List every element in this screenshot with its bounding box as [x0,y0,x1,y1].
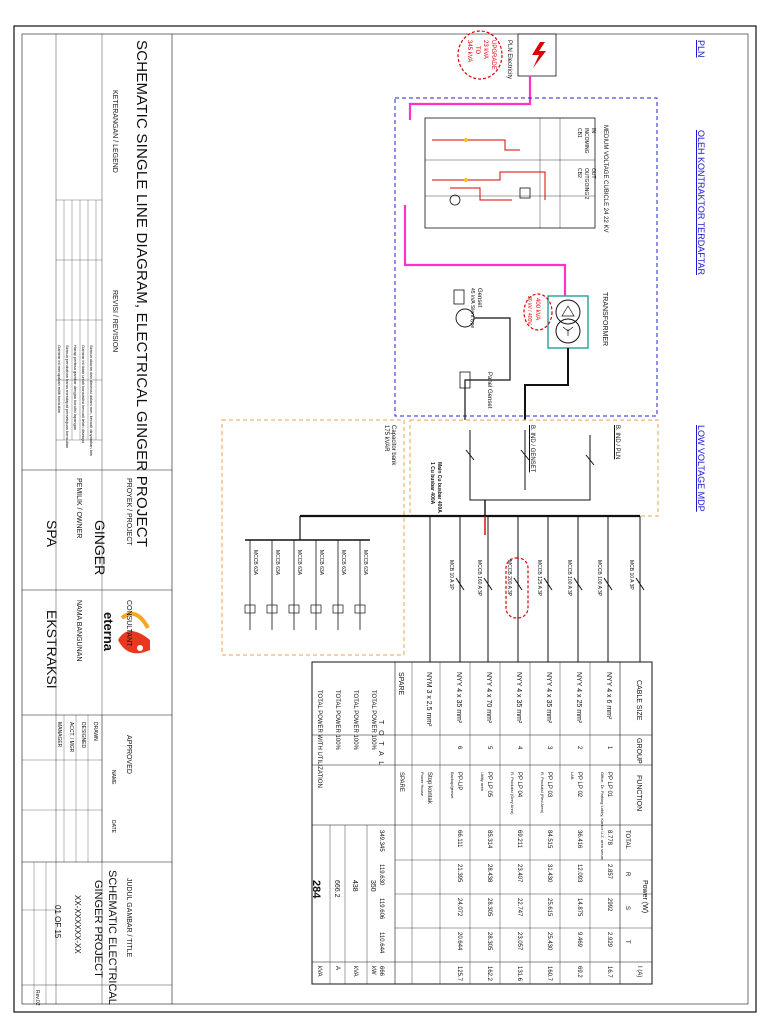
table-cell-function-5: PP LP 05 [486,772,492,798]
summary-unit-3: A [334,966,340,971]
date-col-label: DATE [110,820,116,833]
table-total-i: 666 [378,966,384,977]
manager-label: MANAGER [56,722,62,748]
cubicle-cell-1: IN [590,128,596,133]
table-header-power: Power (W) [641,880,648,914]
table-cell-group-2: 2 [576,746,582,750]
table-total-t: 110.644 [378,932,384,954]
summary-label-1: TOTAL POWER 100% [370,690,376,750]
table-cell-cable-5: NYY 4 x 70 mm² [485,672,492,724]
summary-unit-4: kVA [316,966,322,977]
table-cell-i-6: 125.7 [456,966,462,982]
note-3: Harap periksa gambar dengan kondisi lapangan [73,345,78,431]
pln-feeder-line [410,76,530,120]
consultant-name: eterna [101,612,116,652]
table-cell-t-6: 20.644 [456,932,462,951]
approved-by-label: ACCT. / MGR [68,722,74,753]
sheet-number: 01 OF 15 [53,905,62,939]
table-cell-detail-5: Utility area [480,772,485,791]
oleh-kontraktor-label: OLEH KONTRAKTOR TERDAFTAR [696,130,706,276]
transformer-ratio-label: 20 kV / 400V [526,296,532,325]
panel-genset-label: Panel Genset [486,372,492,409]
table-cell-function-4: PP LP 04 [516,772,522,798]
table-cell-r-3: 31.430 [546,864,552,883]
feeder-breaker-label-5: MCCB 200 A 3P [506,560,512,597]
table-cell-s-2: 14.875 [576,898,582,917]
capacitor-steps [245,540,365,630]
cubicle-cell-4: OUTGOING 2 [583,168,589,200]
title-label: JUDUL GAMBAR / TITLE [125,878,132,958]
table-total-s: 119.606 [378,898,384,920]
table-cell-r-1: 2.857 [606,864,612,880]
genset-label: Genset [476,288,482,308]
table-cell-total-1: 8.778 [606,830,612,846]
project-label: PROYEK / PROJECT [125,478,132,546]
revision-label: REVISI / REVISION [111,290,118,353]
table-cell-detail-7: Power House [420,772,425,797]
table-header-t: T [624,940,630,944]
name-col-label: NAME [110,770,116,785]
summary-value-2: 438 [351,880,358,892]
table-cell-i-2: 69.2 [576,966,582,978]
summary-value-1: 350 [369,880,376,892]
table-cell-group-6: 6 [456,746,462,750]
table-cell-cable-2: NYY 4 x 25 mm² [575,672,582,724]
feeder-breaker-label-3: MCCB 100 A 3P [566,560,572,597]
table-cell-group-4: 4 [516,746,522,750]
summary-label-4: TOTAL POWER WITH UTILIZATION [316,690,322,788]
capacitor-bank-boundary [222,420,404,655]
table-cell-detail-4: R. Produksi (Grey Area) [510,772,515,815]
eterna-logo-icon [118,614,150,654]
feeder-breaker-label-6: MCCB 160 A 3P [476,560,482,597]
table-cell-group-5: 5 [486,746,492,750]
feeder-breaker-label-1: MCB 10 A 3P [628,560,634,590]
table-cell-i-4: 131.6 [516,966,522,982]
capacitor-step-label-3: MCCB 63A [318,550,324,576]
b-ind-pln-label: B. IND / PLN [614,425,620,460]
table-cell-total-5: 85.314 [486,830,492,849]
table-header-r: R [624,872,630,877]
table-cell-total-2: 36.416 [576,830,582,849]
feeder-breaker-label-2: MCCB 100 A 3P [596,560,602,597]
table-total-r: 119.630 [378,864,384,886]
cubicle-cell-6: CB2 [576,168,582,178]
capacitor-bank-label: Capacitor bank [390,425,396,466]
table-cell-cable-8: SPARE [397,672,404,696]
transformer-kva-label: 400 kVA [534,298,540,321]
legend-label: KETERANGAN / LEGEND [111,90,118,173]
capacitor-kvar-label: 175 kVAR [383,425,389,452]
table-header-s: S [624,906,630,911]
transformer-label: TRANSFORMER [601,292,608,347]
drawn-label: DRAWN [92,722,98,741]
table-cell-r-2: 12.093 [576,864,582,883]
capacitor-step-label-5: MCCB 63A [274,550,280,576]
designed-label: DESIGNED [80,722,86,749]
summary-label-3: TOTAL POWER 100% [334,690,340,750]
table-cell-t-2: 9.469 [576,932,582,948]
table-cell-r-5: 28.438 [486,864,492,883]
owner-value: SPA [44,520,60,547]
revision-mark: Rev.02 [34,990,40,1006]
table-cell-function-3: PP LP 03 [546,772,552,798]
low-voltage-mdp-label: LOW VOLTAGE MDP [696,425,706,512]
summary-value-4: 284 [310,880,322,899]
feeder-breaker-label-7: MCB 10 A 1P [448,560,454,590]
table-total-label: T O T A L [377,720,384,768]
mv-cubicle [425,118,595,228]
drawing-title: SCHEMATIC SINGLE LINE DIAGRAM, ELECTRICAL GINGER PROJECT [133,40,150,548]
transformer-box [548,296,588,348]
table-cell-function-7: Stop kontak [426,772,432,804]
neutral-busbar-label: 1 Cu busbar 400A [429,462,435,505]
summary-value-3: 666.2 [333,880,340,898]
table-cell-function-2: PP LP 02 [576,772,582,798]
capacitor-step-label-4: MCCB 63A [296,550,302,576]
table-cell-cable-7: NYM 3 x 2,5 mm² [425,672,432,727]
feeder-breaker-label-4: MCCB 125 A 3P [536,560,542,597]
consultant-label: CONSULTANT [125,600,132,647]
summary-unit-1: kW [370,966,376,975]
table-cell-cable-1: NYY 4 x 6 mm² [605,672,612,720]
pln-electricity-label: PLN Electricity [506,40,512,80]
table-header-current: I (A) [636,966,642,978]
table-header-function: FUNCTION [635,775,642,812]
table-cell-s-1: 2992 [606,898,612,912]
table-cell-i-1: 16.7 [606,966,612,978]
main-busbar-label: Main Cu busbar 400A [436,462,442,513]
table-header-group: GROUP [635,738,642,764]
table-cell-i-3: 160.7 [546,966,552,982]
table-cell-cable-6: NYY 4 x 35 mm² [455,672,462,724]
table-cell-total-4: 69.211 [516,830,522,848]
table-cell-cable-4: NYY 4 x 35 mm² [515,672,522,724]
note-4: Semua perubahan harus mendapat persetujuan konsultan [65,345,70,449]
approved-label: APPROVED [125,735,132,774]
table-cell-total-6: 66.111 [456,830,462,848]
table-total-total: 349.345 [378,830,384,852]
capacitor-step-label-2: MCCB 63A [340,550,346,576]
table-cell-detail-3: R. Produksi (Red Area) [540,772,545,814]
table-header-cable-size: CABLE SIZE [635,680,642,721]
b-ind-genset-label: B. IND / GENSET [529,425,535,473]
pln-label: PLN [696,40,706,58]
building-value: EKSTRAKSI [44,610,60,689]
note-2: Gambar ini tidak untuk konstruksi kecuali telah disetujui [81,345,86,444]
table-header-total: TOTAL [624,830,630,849]
cubicle-cell-3: OUT [590,168,596,179]
table-cell-r-4: 23.407 [516,864,522,883]
project-value: GINGER [92,520,108,576]
table-cell-r-6: 21.395 [456,864,462,883]
cubicle-cell-2: INCOMING [583,128,589,154]
table-cell-detail-6: Backup/genset [450,772,455,799]
note-5: Gambar ini merupakan milik konsultan [57,345,62,414]
table-cell-group-3: 3 [546,746,552,750]
table-cell-s-3: 25.615 [546,898,552,917]
note-1: Semua ukuran dan dimensi dalam mm, kecuali dinyatakan lain [89,345,94,456]
building-label: NAMA BANGUNAN [75,600,82,662]
owner-label: PEMILIK / OWNER [75,478,82,539]
table-cell-cable-3: NYY 4 x 35 mm² [545,672,552,724]
title-line-2: GINGER PROJECT [92,880,104,978]
mv-cubicle-label: MEDIUM VOLTAGE CUBICLE 24 22 KV [602,125,608,233]
table-cell-detail-1: Office, Dr. Parking Lobby, Kantor U.Z. area serum [600,772,605,861]
table-cell-group-1: 1 [606,746,612,750]
drawing-number: XX-XXXXXX-XX [73,895,82,954]
transformer-primary [556,300,580,324]
table-cell-total-3: 84.515 [546,830,552,849]
table-cell-s-4: 22.747 [516,898,522,917]
table-cell-function-1: PP LP 01 [606,772,612,798]
table-cell-t-1: 2.929 [606,932,612,948]
table-cell-function-6: PP-UP [456,772,462,791]
kva-to-word-label: TO [474,46,480,55]
table-cell-detail-2: LAB [570,772,575,780]
kva-from-label: 23 kVA [482,40,488,59]
capacitor-step-label-1: MCCB 63A [362,550,368,576]
table-cell-i-5: 162.2 [486,966,492,982]
title-line-1: SCHEMATIC ELECTRICAL [106,870,118,1005]
table-cell-t-5: 28.305 [486,932,492,951]
cubicle-cell-5: CB1 [576,128,582,138]
table-cell-function-8: SPARE [398,772,404,792]
table-cell-s-5: 28.305 [486,898,492,917]
kva-to-label: 345 kVA [466,40,472,63]
table-cell-s-6: 24.072 [456,898,462,917]
table-cell-t-3: 25.430 [546,932,552,951]
capacitor-step-label-6: MCCB 63A [252,550,258,576]
genset-kva-label: 45 kVA Silent type [469,288,475,329]
upgrade-label: UPGRADE [490,40,496,70]
table-cell-t-4: 23.057 [516,932,522,951]
summary-label-2: TOTAL POWER 100% [352,690,358,750]
summary-unit-2: kVA [352,966,358,977]
